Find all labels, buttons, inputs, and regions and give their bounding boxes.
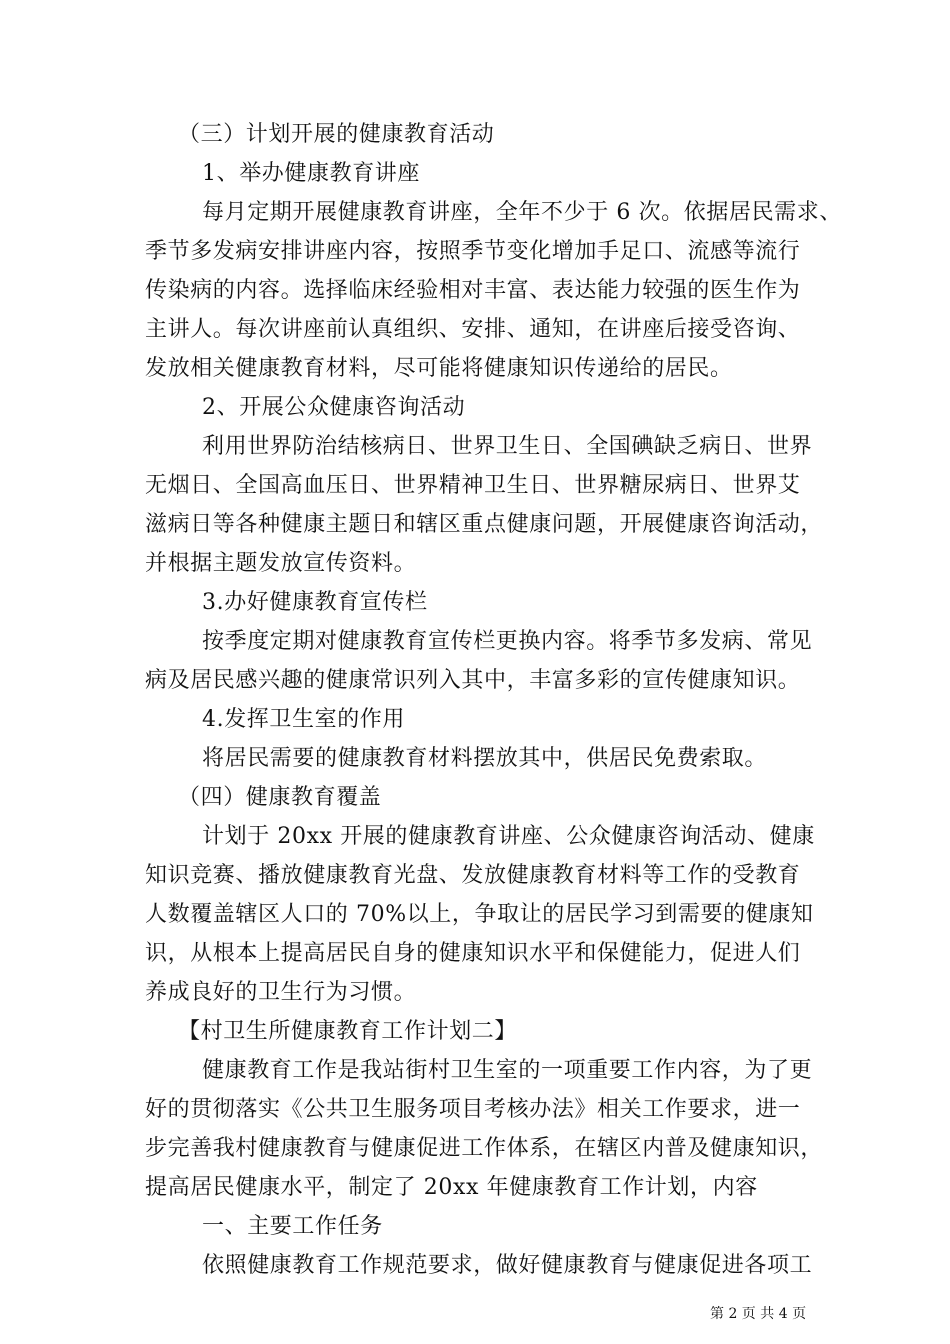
paragraph-line: 按季度定期对健康教育宣传栏更换内容。将季节多发病、常见	[202, 629, 813, 654]
section-heading-3: （三）计划开展的健康教育活动	[178, 122, 495, 147]
paragraph-line: 并根据主题发放宣传资料。	[145, 551, 417, 576]
page-footer: 第 2 页 共 4 页	[710, 1306, 807, 1322]
subheading-lectures: 1、举办健康教育讲座	[202, 161, 420, 186]
paragraph-line: 健康教育工作是我站街村卫生室的一项重要工作内容，为了更	[202, 1058, 813, 1083]
paragraph-line: 计划于 20xx 开展的健康教育讲座、公众健康咨询活动、健康	[202, 824, 815, 849]
plan-two-title: 【村卫生所健康教育工作计划二】	[178, 1019, 518, 1044]
paragraph-line: 发放相关健康教育材料，尽可能将健康知识传递给的居民。	[145, 356, 733, 381]
paragraph-line: 无烟日、全国高血压日、世界精神卫生日、世界糖尿病日、世界艾	[145, 473, 801, 498]
paragraph-line: 病及居民感兴趣的健康常识列入其中，丰富多彩的宣传健康知识。	[145, 668, 801, 693]
paragraph-line: 传染病的内容。选择临床经验相对丰富、表达能力较强的医生作为	[145, 278, 801, 303]
subheading-bulletin: 3.办好健康教育宣传栏	[202, 590, 428, 615]
paragraph-line: 每月定期开展健康教育讲座，全年不少于 6 次。依据居民需求、	[202, 200, 842, 225]
section-heading-4: （四）健康教育覆盖	[178, 785, 382, 810]
section-heading-main-tasks: 一、主要工作任务	[202, 1214, 383, 1239]
paragraph-line: 好的贯彻落实《公共卫生服务项目考核办法》相关工作要求，进一	[145, 1097, 801, 1122]
paragraph-line: 季节多发病安排讲座内容，按照季节变化增加手足口、流感等流行	[145, 239, 801, 264]
paragraph-line: 滋病日等各种健康主题日和辖区重点健康问题，开展健康咨询活动，	[145, 512, 824, 537]
subheading-consultation: 2、开展公众健康咨询活动	[202, 395, 466, 420]
paragraph-line: 养成良好的卫生行为习惯。	[145, 980, 417, 1005]
paragraph-line: 利用世界防治结核病日、世界卫生日、全国碘缺乏病日、世界	[202, 434, 813, 459]
subheading-clinic-role: 4.发挥卫生室的作用	[202, 707, 405, 732]
paragraph-line: 依照健康教育工作规范要求，做好健康教育与健康促进各项工	[202, 1253, 813, 1278]
paragraph-line: 步完善我村健康教育与健康促进工作体系，在辖区内普及健康知识，	[145, 1136, 824, 1161]
paragraph-line: 人数覆盖辖区人口的 70%以上，争取让的居民学习到需要的健康知	[145, 902, 814, 927]
paragraph-line: 知识竞赛、播放健康教育光盘、发放健康教育材料等工作的受教育	[145, 863, 801, 888]
paragraph-line: 主讲人。每次讲座前认真组织、安排、通知，在讲座后接受咨询、	[145, 317, 801, 342]
paragraph-line: 将居民需要的健康教育材料摆放其中，供居民免费索取。	[202, 746, 768, 771]
paragraph-line: 识，从根本上提高居民自身的健康知识水平和保健能力，促进人们	[145, 941, 801, 966]
paragraph-line: 提高居民健康水平，制定了 20xx 年健康教育工作计划，内容	[145, 1175, 758, 1200]
